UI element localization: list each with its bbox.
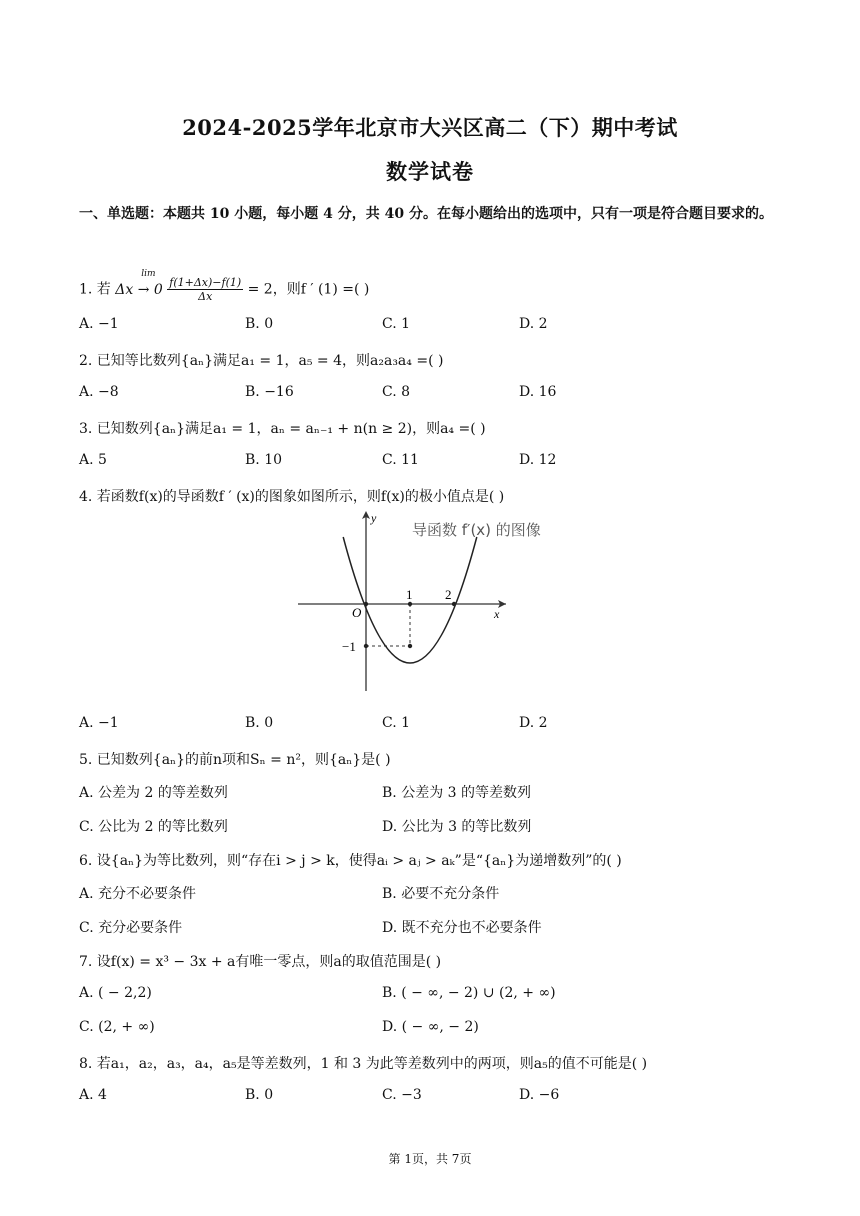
option-6d[interactable]: D. 既不充分也不必要条件 [382, 920, 542, 936]
limit-word: lim [141, 268, 156, 279]
tick-label-1: 1 [406, 587, 413, 602]
question-1-suffix: = 2，则f ′ (1) =( ) [247, 281, 370, 298]
limit-subscript: Δx → 0 [115, 281, 163, 298]
option-3a[interactable]: A. 5 [79, 452, 107, 468]
exam-title: 2024-2025学年北京市大兴区高二（下）期中考试 [182, 115, 678, 140]
option-1a[interactable]: A. −1 [79, 316, 119, 332]
exam-subtitle: 数学试卷 [386, 159, 474, 184]
option-1c[interactable]: C. 1 [382, 316, 411, 332]
question-1-prefix: 1. 若 [79, 281, 111, 298]
option-4d[interactable]: D. 2 [519, 715, 548, 731]
fraction-numerator: f(1+Δx)−f(1) [169, 276, 242, 289]
graph-caption: 导函数 f′(x) 的图像 [412, 521, 541, 539]
question-1-stem [79, 268, 370, 303]
question-7-stem: 7. 设f(x) = x³ − 3x + a有唯一零点，则a的取值范围是( ) [79, 954, 442, 970]
option-8d[interactable]: D. −6 [519, 1087, 560, 1103]
y-axis-label: y [371, 511, 377, 525]
option-8b[interactable]: B. 0 [245, 1087, 274, 1103]
option-2b[interactable]: B. −16 [245, 384, 294, 400]
option-5c[interactable]: C. 公比为 2 的等比数列 [79, 819, 228, 835]
tick-label-2: 2 [445, 587, 452, 602]
question-4-stem: 4. 若函数f(x)的导函数f ′ (x)的图象如图所示，则f(x)的极小值点是( ) [79, 489, 505, 505]
point-x-1 [408, 602, 412, 606]
option-5b[interactable]: B. 公差为 3 的等差数列 [382, 785, 531, 801]
limit-expression [115, 268, 163, 298]
option-7d[interactable]: D. ( − ∞, − 2) [382, 1019, 479, 1035]
option-1b[interactable]: B. 0 [245, 316, 274, 332]
option-3c[interactable]: C. 11 [382, 452, 419, 468]
option-6a[interactable]: A. 充分不必要条件 [79, 886, 197, 902]
option-5a[interactable]: A. 公差为 2 的等差数列 [79, 785, 228, 801]
option-3d[interactable]: D. 12 [519, 452, 557, 468]
option-6c[interactable]: C. 充分必要条件 [79, 920, 183, 936]
option-4c[interactable]: C. 1 [382, 715, 411, 731]
option-8a[interactable]: A. 4 [79, 1087, 107, 1103]
question-2-stem: 2. 已知等比数列{aₙ}满足a₁ = 1，a₅ = 4，则a₂a₃a₄ =( ) [79, 353, 444, 369]
option-4a[interactable]: A. −1 [79, 715, 119, 731]
question-6-stem: 6. 设{aₙ}为等比数列，则“存在i > j > k，使得aᵢ > aⱼ > aₖ”是“{aₙ}为递增数列”的( ) [79, 853, 622, 869]
question-8-stem: 8. 若a₁，a₂，a₃，a₄，a₅是等差数列，1 和 3 为此等差数列中的两项，则a₅的值不可能是( ) [79, 1056, 648, 1072]
minimum-point [408, 644, 412, 648]
option-6b[interactable]: B. 必要不充分条件 [382, 886, 500, 902]
option-1d[interactable]: D. 2 [519, 316, 548, 332]
question-5-stem: 5. 已知数列{aₙ}的前n项和Sₙ = n²，则{aₙ}是( ) [79, 752, 391, 768]
x-axis-label: x [494, 607, 500, 621]
difference-quotient [167, 276, 243, 303]
option-7a[interactable]: A. ( − 2,2) [79, 985, 152, 1001]
page-footer: 第 1页，共 7页 [388, 1152, 472, 1166]
option-8c[interactable]: C. −3 [382, 1087, 422, 1103]
option-2d[interactable]: D. 16 [519, 384, 557, 400]
option-7c[interactable]: C. (2, + ∞) [79, 1019, 155, 1035]
point-x-2 [452, 602, 456, 606]
origin-label: O [352, 605, 362, 620]
origin-point [364, 602, 368, 606]
fraction-denominator: Δx [198, 290, 213, 303]
derivative-graph [290, 505, 570, 695]
point-y-neg1 [364, 644, 368, 648]
option-2a[interactable]: A. −8 [79, 384, 119, 400]
question-3-stem: 3. 已知数列{aₙ}满足a₁ = 1，aₙ = aₙ₋₁ + n(n ≥ 2)，则a₄ =( ) [79, 421, 486, 437]
option-2c[interactable]: C. 8 [382, 384, 411, 400]
option-4b[interactable]: B. 0 [245, 715, 274, 731]
section-heading: 一、单选题：本题共 10 小题，每小题 4 分，共 40 分。在每小题给出的选项中，只有一项是符合题目要求的。 [79, 206, 773, 222]
option-5d[interactable]: D. 公比为 3 的等比数列 [382, 819, 532, 835]
option-7b[interactable]: B. ( − ∞, − 2) ∪ (2, + ∞) [382, 985, 556, 1001]
option-3b[interactable]: B. 10 [245, 452, 283, 468]
tick-label-neg1: −1 [342, 639, 356, 654]
